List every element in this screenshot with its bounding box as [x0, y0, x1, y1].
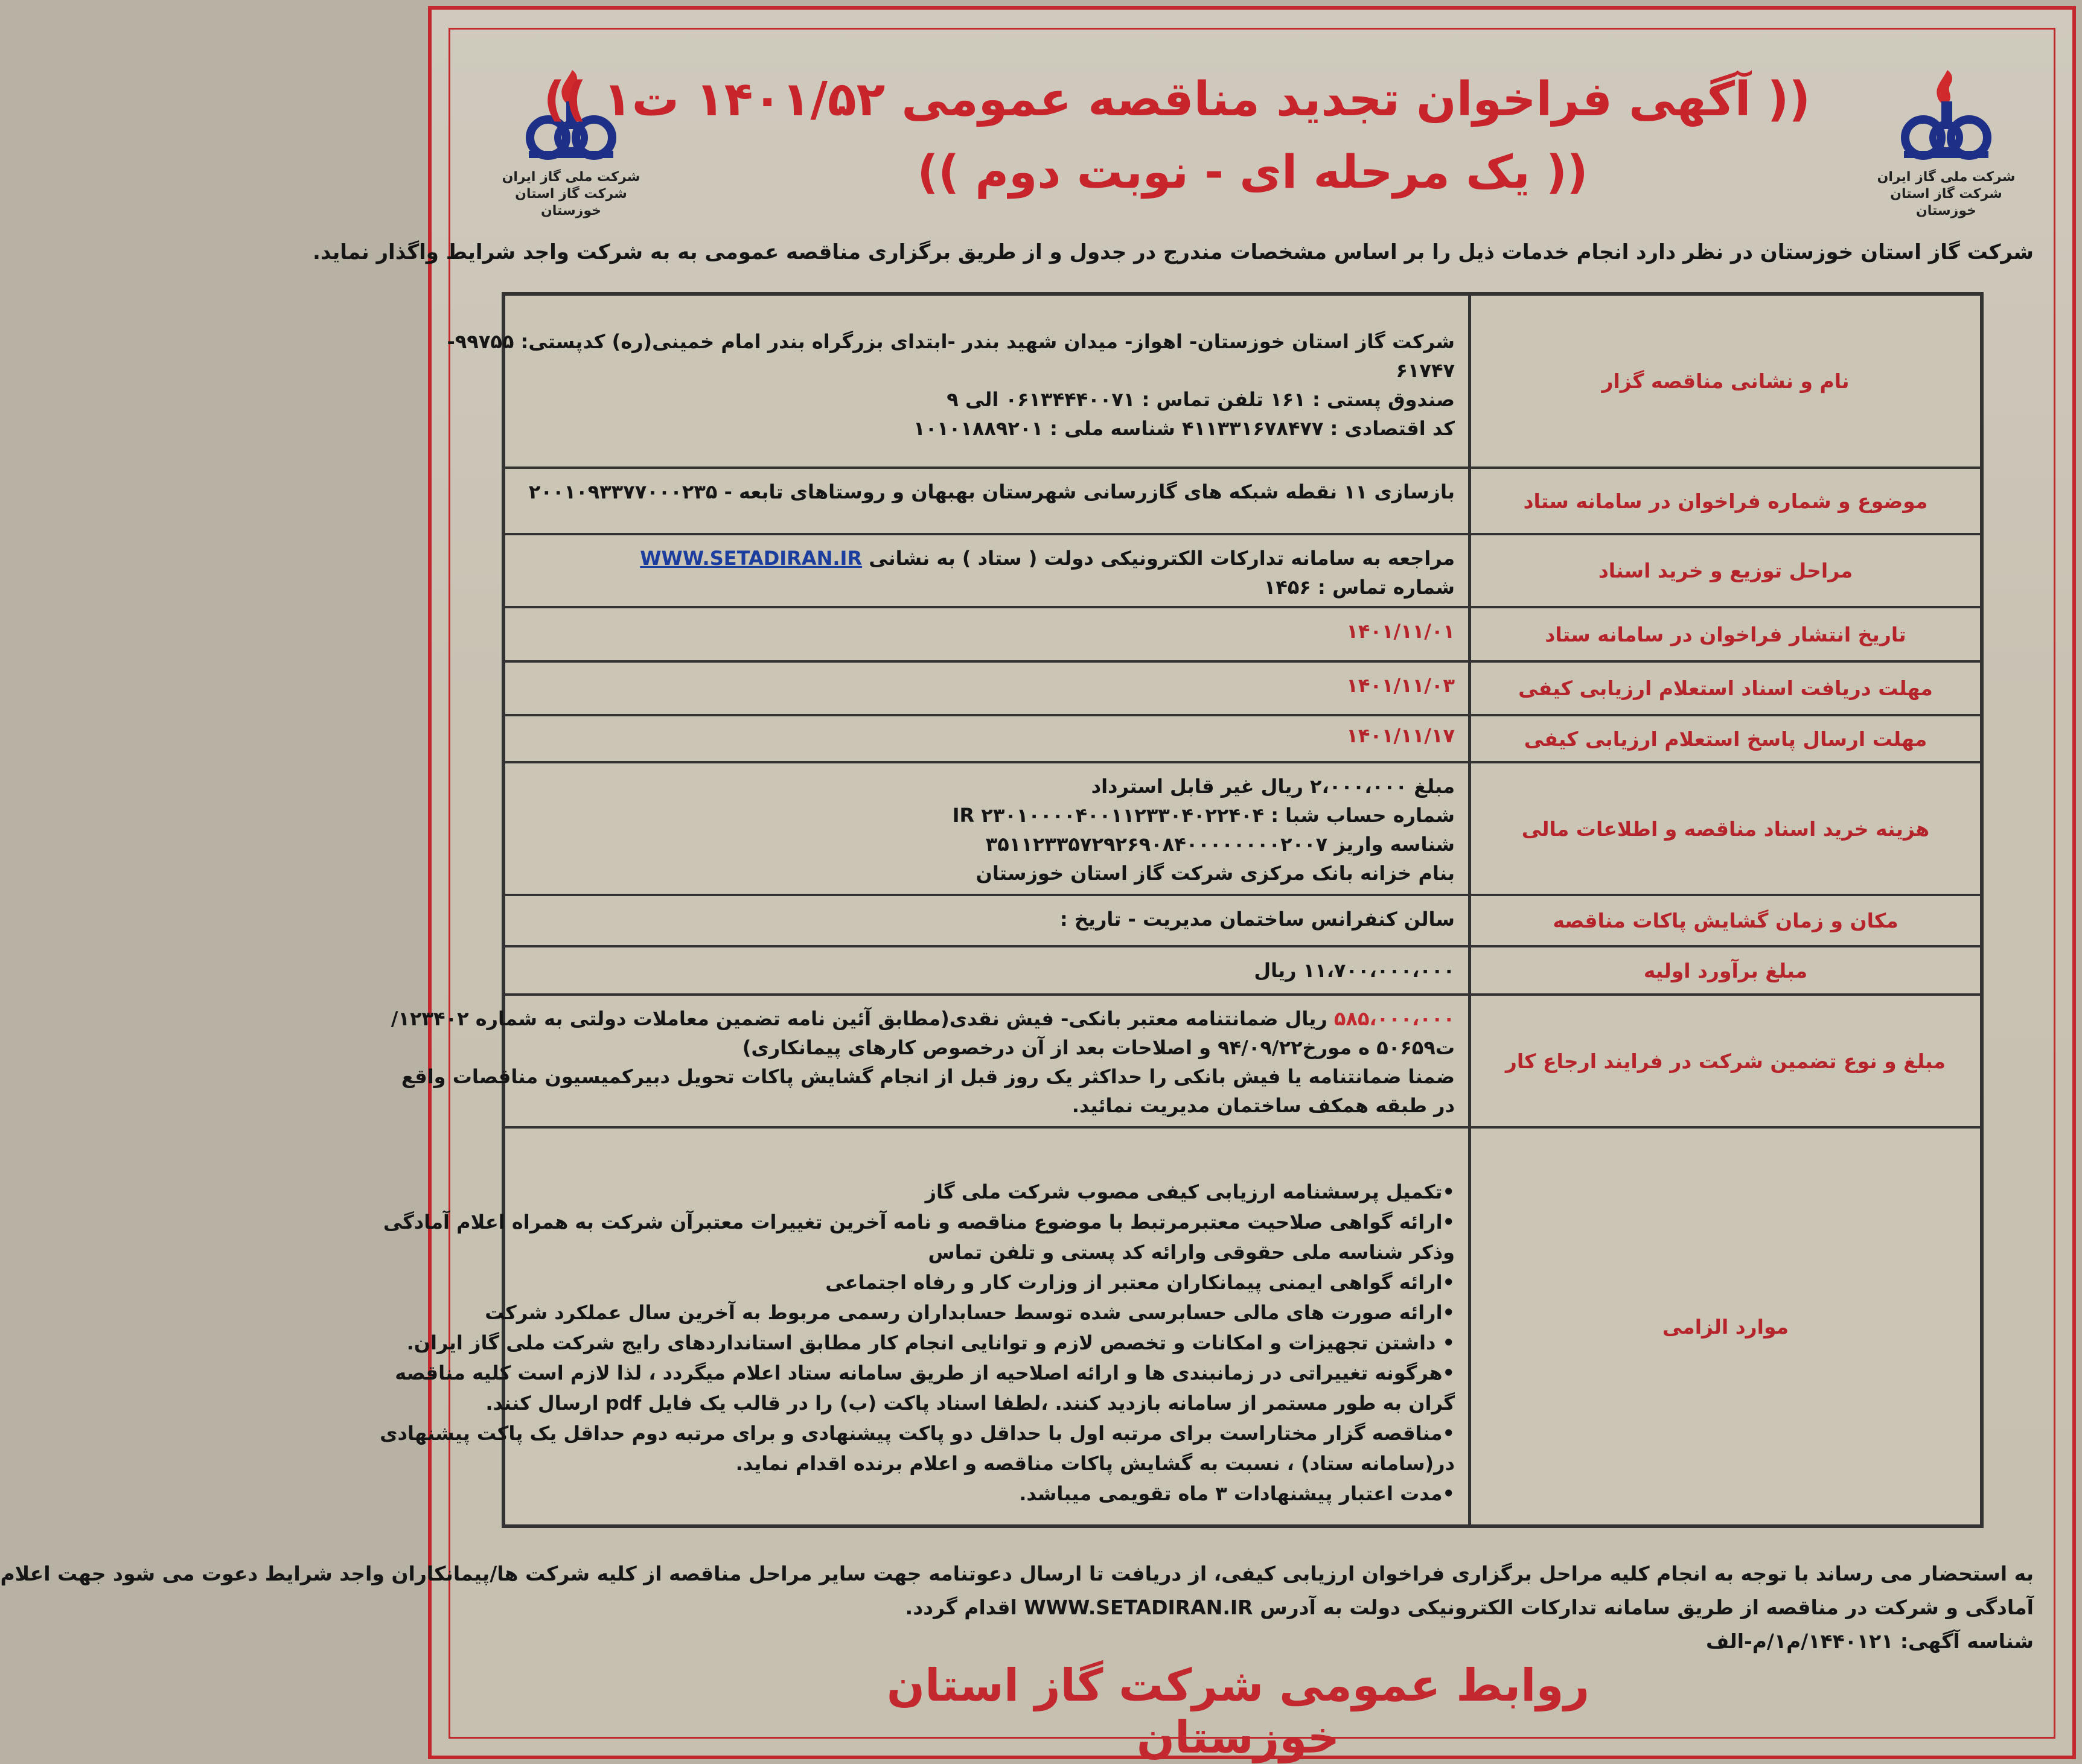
row-label: مکان و زمان گشایش پاکات مناقصه	[1468, 896, 1980, 945]
row-value	[391, 996, 1468, 1126]
row-label: مبلغ و نوع تضمین شرکت در فرایند ارجاع کار	[1468, 996, 1980, 1126]
list-item: •ارائه گواهی ایمنی پیمانکاران معتبر از وزارت کار و رفاه اجتماعی	[825, 1271, 1455, 1294]
guarantee-type: ریال ضمانتنامه معتبر بانکی- فیش نقدی(مطابق آئین نامه تضمین معاملات دولتی به شماره ۱۲۳۴۰۲/	[391, 1007, 1327, 1030]
opening-place-line: سالن کنفرانس ساختمان مدیریت - تاریخ :	[1059, 908, 1455, 931]
guarantee-line-1	[391, 1004, 1455, 1033]
row-value	[505, 663, 1468, 714]
table-row-receive-deadline	[505, 663, 1980, 716]
table-row-fees	[505, 763, 1980, 896]
list-item: •مدت اعتبار پیشنهادات ۳ ماه تقویمی میباشد.	[1019, 1482, 1455, 1505]
tender-table	[380, 292, 1984, 1528]
requirements-list	[380, 1129, 1468, 1524]
row-label: مهلت دریافت اسناد استعلام ارزیابی کیفی	[1468, 663, 1980, 714]
logo-left-text-2: شرکت گاز استان خوزستان	[515, 186, 627, 218]
row-label: مهلت ارسال پاسخ استعلام ارزیابی کیفی	[1468, 716, 1980, 761]
list-item: •تکمیل پرسشنامه ارزیابی کیفی مصوب شرکت ملی گاز	[925, 1180, 1455, 1203]
intro-paragraph: شرکت گاز استان خوزستان در نظر دارد انجام خدمات ذیل را بر اساس مشخصات مندرج در جدول و از طریق برگزاری مناقصه عمومی به به شرکت واجد شرایط واگذار نماید.	[312, 240, 2034, 264]
setad-link[interactable]: WWW.SETADIRAN.IR	[640, 547, 863, 570]
list-item: • داشتن تجهیزات و امکانات و تخصص لازم و توانایی انجام کار مطابق استانداردهای رایج شرکت ملی گاز ایران.	[406, 1331, 1455, 1354]
subject-line: بازسازی ۱۱ نقطه شبکه های گازرسانی شهرستان بهبهان و روستاهای تابعه - ۲۰۰۱۰۹۳۳۷۷۰۰۰۲۳۵	[528, 480, 1455, 503]
economic-code-line: کد اقتصادی : ۴۱۱۳۳۱۶۷۸۴۷۷ شناسه ملی : ۱۰۱۰۱۸۸۹۲۰۱	[913, 417, 1455, 440]
guarantee-line-2: ت۵۰۶۵۹ ه مورخ۹۴/۰۹/۲۲ و اصلاحات بعد از آن درخصوص کارهای پیمانکاری)	[742, 1036, 1455, 1059]
fee-amount-line: مبلغ ۲،۰۰۰،۰۰۰ ریال غیر قابل استرداد	[1091, 775, 1455, 798]
row-label: موضوع و شماره فراخوان در سامانه ستاد	[1468, 469, 1980, 533]
guarantee-line-3: ضمنا ضمانتنامه یا فیش بانکی را حداکثر یک روز قبل از انجام گشایش پاکات تحویل دبیرکمیسیون مناقصات واقع	[401, 1065, 1455, 1088]
setad-line	[520, 544, 1455, 573]
row-value	[505, 469, 1468, 533]
row-value	[505, 535, 1468, 606]
bank-name-line: بنام خزانه بانک مرکزی شرکت گاز استان خوزستان	[976, 862, 1455, 885]
footer-link[interactable]: WWW.SETADIRAN.IR	[1024, 1596, 1253, 1619]
footer-text: آمادگی و شرکت در مناقصه از طریق سامانه تدارکات الکترونیکی دولت به آدرس	[1260, 1596, 2034, 1619]
row-label: مراحل توزیع و خرید اسناد	[1468, 535, 1980, 606]
logo-right	[1859, 66, 2034, 217]
ad-id: شناسه آگهی: ۱۴۴۰۱۲۱/م۱/م-الف	[1706, 1629, 2034, 1653]
table-row-tenderer	[447, 296, 1980, 469]
setad-text: مراجعه به سامانه تدارکات الکترونیکی دولت ( ستاد ) به نشانی	[869, 547, 1455, 570]
list-item: •ارائه صورت های مالی حسابرسی شده توسط حسابداران رسمی مربوط به آخرین سال عملکرد شرکت	[485, 1301, 1455, 1324]
footer-line-1: به استحضار می رساند با توجه به انجام کلیه مراحل برگزاری فراخوان ارزیابی کیفی، از دریافت تا ارسال دعوتنامه جهت سایر مراحل مناقصه از کلیه شرکت ها/پیمانکاران واجد شرایط دعوت می شود جهت اعلام	[0, 1562, 2034, 1585]
postal-code-line: ۶۱۷۴۷	[1396, 359, 1455, 382]
receive-deadline-date: ۱۴۰۱/۱۱/۰۳	[1346, 674, 1455, 697]
row-value	[505, 763, 1468, 894]
table-row-documents	[505, 535, 1980, 608]
ad-title: (( آگهی فراخوان تجدید مناقصه عمومی ۱۴۰۱/۵۲ ت۱ ))	[543, 72, 1810, 127]
row-value	[505, 608, 1468, 660]
table-row-subject	[505, 469, 1980, 535]
table-row-estimate	[505, 947, 1980, 996]
nigc-flame-logo-icon	[1892, 66, 2001, 169]
list-item: وذکر شناسه ملی حقوقی وارائه کد پستی و تلفن تماس	[928, 1241, 1455, 1264]
footer-end: اقدام گردد.	[905, 1596, 1017, 1619]
list-item: گران به طور مستمر از سامانه بازدید کنند. ،لطفا اسناد پاکت (ب) را در قالب یک فایل pdf ارسال کنند.	[485, 1392, 1455, 1415]
footer-line-2	[471, 1591, 2034, 1625]
table-row-requirements	[380, 1129, 1980, 1524]
row-value	[505, 716, 1468, 761]
table-row-guarantee	[391, 996, 1980, 1129]
row-label: تاریخ انتشار فراخوان در سامانه ستاد	[1468, 608, 1980, 660]
guarantee-line-4: در طبقه همکف ساختمان مدیریت نمائید.	[1071, 1094, 1455, 1117]
row-label: موارد الزامی	[1468, 1129, 1980, 1524]
contact-number-line: شماره تماس : ۱۴۵۶	[1263, 576, 1455, 599]
address-line: شرکت گاز استان خوزستان- اهواز- میدان شهید بندر -ابتدای بزرگراه بندر امام خمینی(ره) کدپستی: ۹۹۷۵۵-	[447, 330, 1455, 353]
deposit-id-line: شناسه واریز ۳۵۱۱۲۳۳۵۷۲۹۲۶۹۰۸۴۰۰۰۰۰۰۰۰۲۰۰۷	[985, 833, 1455, 856]
phone-line: صندوق پستی : ۱۶۱ تلفن تماس : ۰۶۱۳۴۴۴۰۰۷۱ الی ۹	[947, 388, 1455, 411]
logo-right-text-2: شرکت گاز استان خوزستان	[1890, 186, 2002, 218]
sheba-line: شماره حساب شبا : IR ۲۳۰۱۰۰۰۰۴۰۰۱۱۲۳۳۰۴۰۲۲۴۰۴	[952, 804, 1455, 827]
signature: روابط عمومی شرکت گاز استان خوزستان	[886, 1660, 1590, 1763]
ad-subtitle: (( یک مرحله ای - نوبت دوم ))	[917, 145, 1588, 199]
row-value	[447, 296, 1468, 466]
list-item: در(سامانه ستاد) ، نسبت به گشایش پاکات مناقصه و اعلام برنده اقدام نماید.	[735, 1452, 1455, 1475]
row-label: هزینه خرید اسناد مناقصه و اطلاعات مالی	[1468, 763, 1980, 894]
footer-notice	[0, 1557, 2034, 1658]
table-row-publish-date	[505, 608, 1980, 663]
logo-left-text-1: شرکت ملی گاز ایران	[502, 170, 640, 185]
row-label: مبلغ برآورد اولیه	[1468, 947, 1980, 993]
list-item: •ارائه گواهی صلاحیت معتبرمرتبط با موضوع مناقصه و نامه آخرین تغییرات معتبرآن شرکت به همراه اعلام آمادگی	[383, 1211, 1455, 1234]
submit-deadline-date: ۱۴۰۱/۱۱/۱۷	[1346, 724, 1455, 747]
table-row-submit-deadline	[505, 716, 1980, 763]
row-value	[505, 896, 1468, 945]
list-item: •مناقصه گزار مختاراست برای مرتبه اول با حداقل دو پاکت پیشنهادی و برای مرتبه دوم حداقل یک پاکت پیشنهادی	[380, 1422, 1455, 1445]
row-label: نام و نشانی مناقصه گزار	[1468, 296, 1980, 466]
estimate-amount: ۱۱،۷۰۰،۰۰۰،۰۰۰ ریال	[1254, 959, 1455, 982]
table-row-opening	[505, 896, 1980, 947]
list-item: •هرگونه تغییراتی در زمانبندی ها و ارائه اصلاحیه از طریق سامانه ستاد اعلام میگردد ، لذا لازم است کلیه مناقصه	[395, 1361, 1455, 1384]
publish-date: ۱۴۰۱/۱۱/۰۱	[1346, 620, 1455, 643]
row-value	[505, 947, 1468, 993]
guarantee-amount: ۵۸۵،۰۰۰،۰۰۰	[1333, 1007, 1455, 1030]
logo-right-text-1: شرکت ملی گاز ایران	[1877, 170, 2016, 185]
